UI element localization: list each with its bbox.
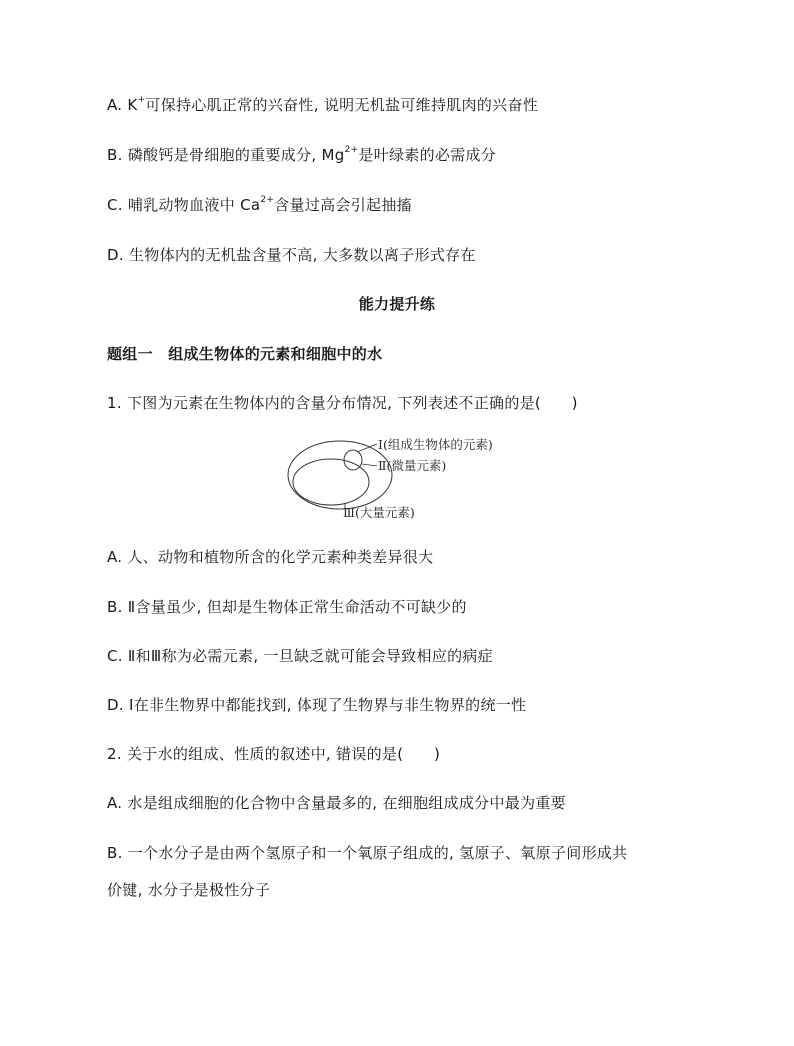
outer-ellipse-elements [288,441,392,509]
q1-option-b: B. Ⅱ含量虽少, 但却是生物体正常生命活动不可缺少的 [107,598,467,616]
label-elements: Ⅰ(组成生物体的元素) [378,437,493,452]
option-b-magnesium: B. 磷酸钙是骨细胞的重要成分, $Mg^{2+}$是叶绿素的必需成分 [107,145,497,164]
option-a-potassium: A. K+可保持心肌正常的兴奋性, 说明无机盐可维持肌肉的兴奋性 [107,95,539,114]
large-ellipse-macro [293,459,369,505]
q2-option-b: B. 一个水分子是由两个氢原子和一个氧原子组成的, 氢原子、氧原子间形成共 [107,844,628,862]
option-c-calcium: C. 哺乳动物血液中 $Ca^{2+}$含量过高会引起抽搐 [107,195,412,214]
q1-option-d: D. Ⅰ在非生物界中都能找到, 体现了生物界与非生物界的统一性 [107,696,527,714]
label-trace-elements: Ⅱ(微量元素) [378,458,447,473]
element-distribution-diagram [285,430,525,525]
q1-option-a: A. 人、动物和植物所含的化学元素种类差异很大 [107,548,434,566]
label-macro-elements: Ⅲ(大量元素) [343,505,415,520]
option-d-inorganic-salt: D. 生物体内的无机盐含量不高, 大多数以离子形式存在 [107,246,476,264]
q2-option-b-continued: 价键, 水分子是极性分子 [107,881,271,899]
question-1-stem: 1. 下图为元素在生物体内的含量分布情况, 下列表述不正确的是( ) [107,394,578,412]
group-title: 题组一 组成生物体的元素和细胞中的水 [107,345,383,363]
q2-option-a: A. 水是组成细胞的化合物中含量最多的, 在细胞组成成分中最为重要 [107,794,566,812]
question-2-stem: 2. 关于水的组成、性质的叙述中, 错误的是( ) [107,745,441,763]
section-title: 能力提升练 [358,295,436,313]
q1-option-c: C. Ⅱ和Ⅲ称为必需元素, 一旦缺乏就可能会导致相应的病症 [107,647,493,665]
small-ellipse-trace [344,450,362,470]
